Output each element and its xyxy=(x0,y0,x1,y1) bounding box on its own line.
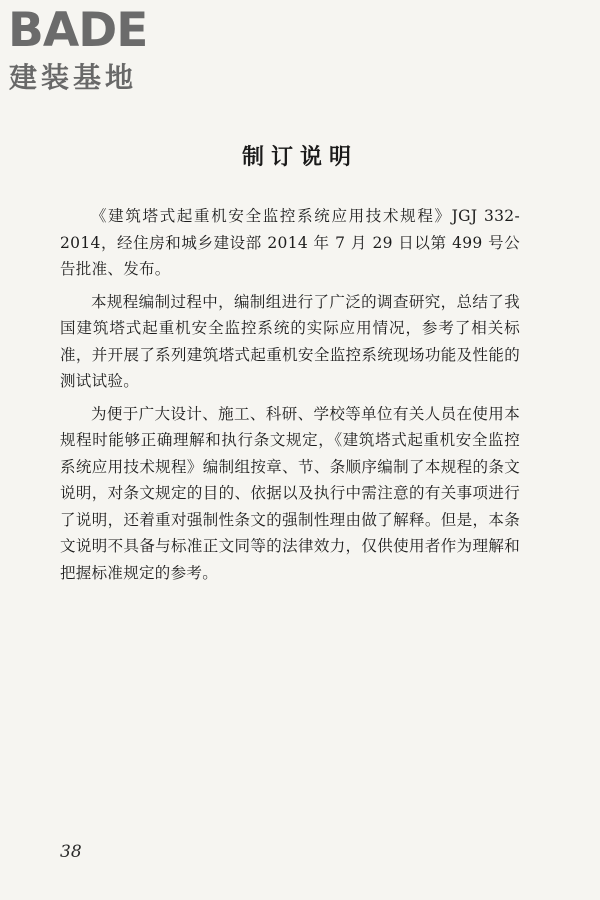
paragraph: 《建筑塔式起重机安全监控系统应用技术规程》JGJ 332-2014，经住房和城乡建设部 2014 年 7 月 29 日以第 499 号公告批准、发布。 xyxy=(60,207,520,278)
page-title: 制订说明 xyxy=(241,145,358,170)
page-number: 38 xyxy=(60,842,82,862)
logo-wordmark: BADE xyxy=(8,3,148,58)
logo-subtitle: 建装基地 xyxy=(9,61,138,94)
paragraph: 本规程编制过程中，编制组进行了广泛的调查研究，总结了我国建筑塔式起重机安全监控系统的实际应用情况，参考了相关标准，并开展了系列建筑塔式起重机安全监控系统现场功能及性能的测试试验。 xyxy=(60,292,520,390)
paragraph: 为便于广大设计、施工、科研、学校等单位有关人员在使用本规程时能够正确理解和执行条文规定，《建筑塔式起重机安全监控系统应用技术规程》编制组按章、节、条顺序编制了本规程的条文说明，对条文规定的目的、依据以及执行中需注意的有关事项进行了说明，还着重对强制性条文的强制性理由做了解释。但是，本条文说明不具备与标准正文同等的法律效力，仅供使用者作为理解和把握标准规定的参考。 xyxy=(60,404,520,582)
body-text xyxy=(60,203,520,592)
logo xyxy=(8,3,178,96)
